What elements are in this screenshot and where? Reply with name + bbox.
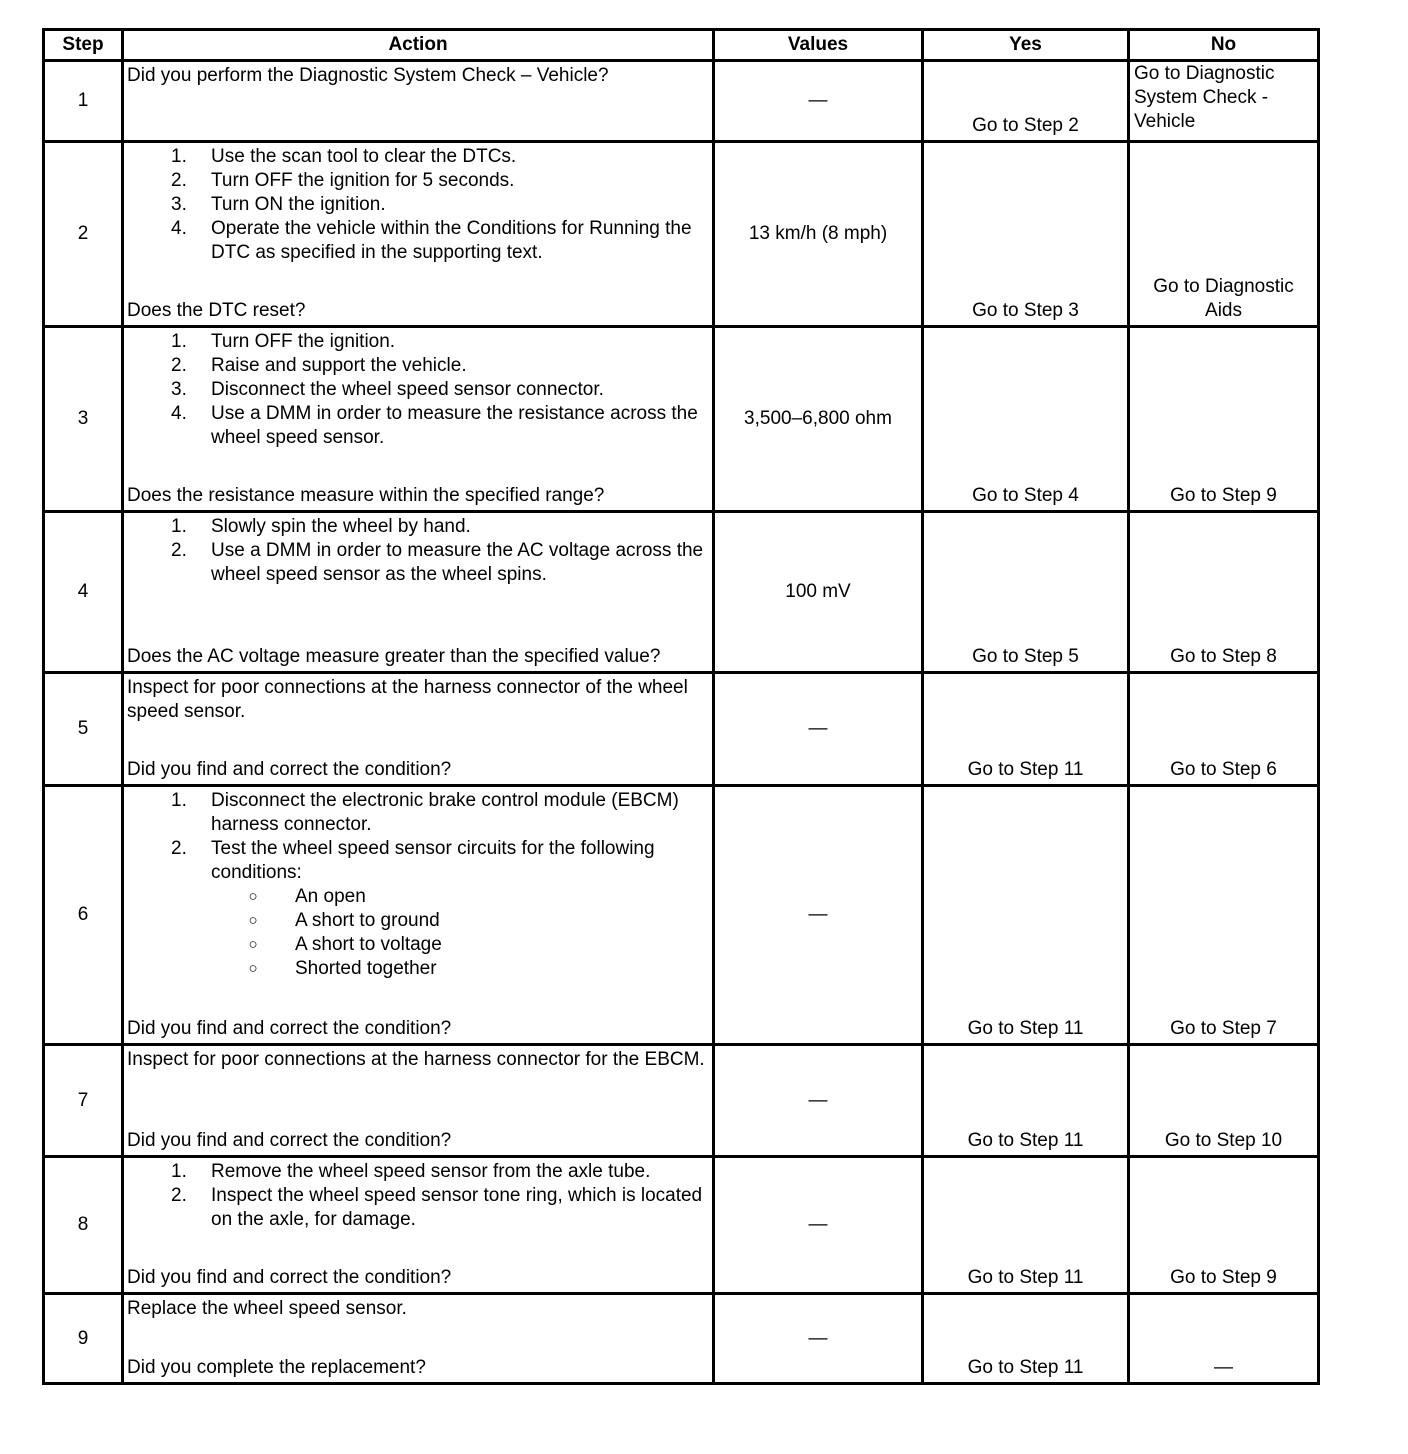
item-body	[211, 837, 708, 981]
header-step: Step	[44, 30, 123, 61]
action-instructions	[127, 1297, 708, 1321]
yes-cell: Go to Step 2	[923, 61, 1129, 142]
yes-cell: Go to Step 4	[923, 327, 1129, 512]
item-number: 1.	[171, 790, 187, 811]
action-content	[127, 1048, 708, 1153]
item-body	[211, 330, 395, 354]
step-number: 5	[44, 673, 123, 786]
action-cell	[123, 1045, 714, 1157]
item-body	[211, 515, 471, 539]
item-number: 2.	[171, 355, 187, 376]
table-row	[44, 327, 1319, 512]
yes-cell: Go to Step 11	[923, 673, 1129, 786]
item-text: Turn OFF the ignition.	[211, 331, 396, 352]
item-text: Operate the vehicle within the Conditions for Running the DTC as specified in the supporting text.	[211, 218, 692, 263]
header-values: Values	[714, 30, 923, 61]
sub-item-text: A short to voltage	[295, 934, 442, 955]
header-no: No	[1129, 30, 1319, 61]
item-text: Use a DMM in order to measure the resistance across the wheel speed sensor.	[211, 403, 698, 448]
item-body	[211, 402, 708, 450]
action-intro: Inspect for poor connections at the harness connector of the wheel speed sensor.	[127, 677, 688, 722]
instruction-item	[127, 539, 708, 587]
action-intro: Replace the wheel speed sensor.	[127, 1298, 407, 1319]
item-body	[211, 1184, 708, 1232]
item-number: 2.	[171, 1185, 187, 1206]
instruction-item	[127, 789, 708, 837]
item-number: 1.	[171, 1161, 187, 1182]
item-text: Inspect the wheel speed sensor tone ring, which is located on the axle, for damage.	[211, 1185, 703, 1230]
item-body	[211, 193, 386, 217]
instruction-item	[127, 193, 708, 217]
action-content	[127, 145, 708, 323]
header-row	[44, 30, 1319, 61]
yes-cell: Go to Step 11	[923, 1045, 1129, 1157]
step-number: 1	[44, 61, 123, 142]
item-text: Turn ON the ignition.	[211, 194, 386, 215]
action-instructions	[127, 789, 708, 981]
instruction-item	[127, 515, 708, 539]
no-cell: Go to Step 7	[1129, 786, 1319, 1045]
action-instructions	[127, 1048, 708, 1072]
action-question: Did you find and correct the condition?	[127, 759, 452, 780]
instruction-list	[127, 145, 708, 265]
table-row	[44, 61, 1319, 142]
item-text: Remove the wheel speed sensor from the axle tube.	[211, 1161, 651, 1182]
bullet-circle-icon: ○	[248, 960, 258, 977]
item-body	[211, 378, 604, 402]
no-cell: Go to Step 9	[1129, 327, 1319, 512]
action-instructions	[127, 1160, 708, 1232]
yes-cell: Go to Step 11	[923, 1294, 1129, 1384]
item-text: Raise and support the vehicle.	[211, 355, 467, 376]
header-yes: Yes	[923, 30, 1129, 61]
yes-cell: Go to Step 11	[923, 1157, 1129, 1294]
value-cell: 100 mV	[714, 512, 923, 673]
action-question: Did you complete the replacement?	[127, 1357, 426, 1378]
header-action: Action	[123, 30, 714, 61]
instruction-item	[127, 354, 708, 378]
item-text: Turn OFF the ignition for 5 seconds.	[211, 170, 515, 191]
instruction-item	[127, 378, 708, 402]
table-row	[44, 786, 1319, 1045]
action-question: Does the AC voltage measure greater than the specified value?	[127, 646, 661, 667]
action-content	[127, 1160, 708, 1290]
no-cell: —	[1129, 1294, 1319, 1384]
item-number: 2.	[171, 838, 187, 859]
instruction-item	[127, 217, 708, 265]
yes-cell: Go to Step 5	[923, 512, 1129, 673]
table-row	[44, 1294, 1319, 1384]
item-body	[211, 1160, 650, 1184]
action-question: Does the DTC reset?	[127, 300, 306, 321]
instruction-item	[127, 330, 708, 354]
item-body	[211, 217, 708, 265]
action-intro: Inspect for poor connections at the harness connector for the EBCM.	[127, 1049, 705, 1070]
action-cell	[123, 1157, 714, 1294]
value-cell: —	[714, 61, 923, 142]
action-cell	[123, 786, 714, 1045]
item-number: 1.	[171, 331, 187, 352]
action-question: Does the resistance measure within the specified range?	[127, 485, 605, 506]
no-cell: Go to Step 9	[1129, 1157, 1319, 1294]
value-cell: 3,500–6,800 ohm	[714, 327, 923, 512]
value-cell: —	[714, 786, 923, 1045]
action-content	[127, 515, 708, 669]
yes-cell: Go to Step 11	[923, 786, 1129, 1045]
table-row	[44, 512, 1319, 673]
item-number: 2.	[171, 540, 187, 561]
sub-item-text: Shorted together	[295, 958, 437, 979]
action-cell	[123, 512, 714, 673]
sub-item	[211, 909, 708, 933]
table-row	[44, 1157, 1319, 1294]
table-row	[44, 142, 1319, 327]
action-content	[127, 676, 708, 782]
item-text: Disconnect the wheel speed sensor connector.	[211, 379, 604, 400]
step-number: 4	[44, 512, 123, 673]
value-cell: —	[714, 673, 923, 786]
item-body	[211, 145, 516, 169]
instruction-list	[127, 330, 708, 450]
item-number: 3.	[171, 194, 187, 215]
item-body	[211, 539, 708, 587]
instruction-item	[127, 1184, 708, 1232]
step-number: 7	[44, 1045, 123, 1157]
value-cell: 13 km/h (8 mph)	[714, 142, 923, 327]
sub-list	[211, 885, 708, 981]
step-number: 3	[44, 327, 123, 512]
item-text: Test the wheel speed sensor circuits for the following conditions:	[211, 838, 655, 883]
bullet-circle-icon: ○	[248, 912, 258, 929]
value-cell: —	[714, 1294, 923, 1384]
item-text: Disconnect the electronic brake control module (EBCM) harness connector.	[211, 790, 679, 835]
action-cell	[123, 673, 714, 786]
item-body	[211, 169, 514, 193]
item-number: 1.	[171, 516, 187, 537]
item-body	[211, 354, 467, 378]
no-cell: Go to Step 6	[1129, 673, 1319, 786]
instruction-item	[127, 1160, 708, 1184]
step-number: 2	[44, 142, 123, 327]
step-number: 9	[44, 1294, 123, 1384]
sub-item	[211, 885, 708, 909]
item-number: 4.	[171, 218, 187, 239]
action-instructions	[127, 145, 708, 265]
no-cell: Go to Step 8	[1129, 512, 1319, 673]
bullet-circle-icon: ○	[248, 888, 258, 905]
bullet-circle-icon: ○	[248, 936, 258, 953]
action-instructions	[127, 676, 708, 724]
action-cell	[123, 142, 714, 327]
diagnostic-table	[42, 28, 1320, 1385]
item-number: 1.	[171, 146, 187, 167]
action-instructions	[127, 330, 708, 450]
action-content	[127, 64, 708, 138]
action-content	[127, 1297, 708, 1380]
no-cell: Go to Diagnostic Aids	[1129, 142, 1319, 327]
item-text: Use a DMM in order to measure the AC voltage across the wheel speed sensor as the wheel spins.	[211, 540, 704, 585]
item-body	[211, 789, 708, 837]
no-cell: Go to Diagnostic System Check - Vehicle	[1129, 61, 1319, 142]
table-row	[44, 1045, 1319, 1157]
instruction-list	[127, 1160, 708, 1232]
action-cell	[123, 1294, 714, 1384]
action-instructions	[127, 515, 708, 587]
item-number: 3.	[171, 379, 187, 400]
instruction-item	[127, 169, 708, 193]
item-number: 4.	[171, 403, 187, 424]
action-content	[127, 330, 708, 508]
item-text: Use the scan tool to clear the DTCs.	[211, 146, 517, 167]
action-intro: Did you perform the Diagnostic System Check – Vehicle?	[127, 65, 609, 86]
value-cell: —	[714, 1157, 923, 1294]
action-question: Did you find and correct the condition?	[127, 1018, 452, 1039]
action-question: Did you find and correct the condition?	[127, 1130, 452, 1151]
sub-item-text: An open	[295, 886, 366, 907]
action-cell	[123, 327, 714, 512]
step-number: 8	[44, 1157, 123, 1294]
action-cell	[123, 61, 714, 142]
instruction-list	[127, 789, 708, 981]
instruction-item	[127, 837, 708, 981]
sub-item	[211, 957, 708, 981]
table-row	[44, 673, 1319, 786]
item-text: Slowly spin the wheel by hand.	[211, 516, 471, 537]
instruction-item	[127, 145, 708, 169]
instruction-list	[127, 515, 708, 587]
action-content	[127, 789, 708, 1041]
yes-cell: Go to Step 3	[923, 142, 1129, 327]
action-question: Did you find and correct the condition?	[127, 1267, 452, 1288]
value-cell: —	[714, 1045, 923, 1157]
sub-item	[211, 933, 708, 957]
item-number: 2.	[171, 170, 187, 191]
instruction-item	[127, 402, 708, 450]
action-instructions	[127, 64, 708, 88]
step-number: 6	[44, 786, 123, 1045]
no-cell: Go to Step 10	[1129, 1045, 1319, 1157]
sub-item-text: A short to ground	[295, 910, 440, 931]
